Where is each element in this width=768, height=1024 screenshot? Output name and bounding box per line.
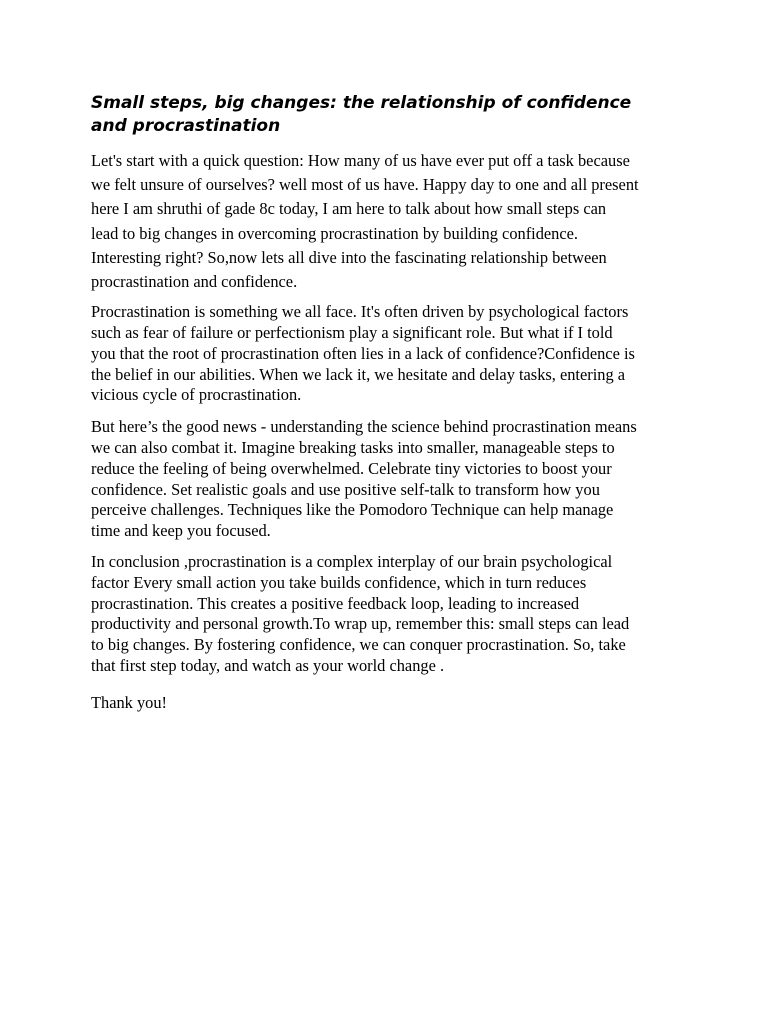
text-line: we felt unsure of ourselves? well most of us have. Happy day to one and all present (91, 175, 639, 195)
text-line: confidence. Set realistic goals and use positive self-talk to transform how you (91, 479, 600, 499)
text-line: Procrastination is something we all face. It's often driven by psychological factors (91, 302, 629, 322)
text-line: But here’s the good news - understanding the science behind procrastination means (91, 417, 637, 437)
text-line: we can also combat it. Imagine breaking tasks into smaller, manageable steps to (91, 438, 615, 457)
document-title (91, 92, 691, 138)
document-page (91, 92, 691, 714)
text-line: to big changes. By fostering confidence, we can conquer procrastination. So, take (91, 635, 626, 655)
text-line: that first step today, and watch as your world change . (91, 655, 445, 675)
text-line: perceive challenges. Techniques like the Pomodoro Technique can help manage (91, 500, 614, 520)
text-line: such as fear of failure or perfectionism play a significant role. But what if I told (91, 323, 613, 343)
text-line: In conclusion ,procrastination is a complex interplay of our brain psychological (91, 551, 613, 571)
text-line: Thank you! (91, 692, 168, 712)
paragraph-thank-you (91, 693, 691, 714)
title-line: and procrastination (91, 116, 281, 136)
text-line: vicious cycle of procrastination. (91, 385, 302, 405)
text-line: time and keep you focused. (91, 521, 271, 541)
text-line: reduce the feeling of being overwhelmed. Celebrate tiny victories to boost your (91, 458, 612, 478)
text-line: procrastination and confidence. (91, 272, 298, 292)
text-line: Let's start with a quick question: How many of us have ever put off a task because (91, 151, 630, 170)
text-line: here I am shruthi of gade 8c today, I am here to talk about how small steps can (91, 199, 607, 219)
text-line: procrastination. This creates a positive feedback loop, leading to increased (91, 593, 580, 613)
text-line: factor Every small action you take builds confidence, which in turn reduces (91, 572, 587, 592)
title-line: Small steps, big changes: the relationship of confidence (91, 93, 632, 113)
text-line: lead to big changes in overcoming procrastination by building confidence. (91, 223, 579, 243)
text-line: productivity and personal growth.To wrap up, remember this: small steps can lead (91, 614, 630, 634)
paragraph-intro (91, 149, 691, 294)
paragraph-conclusion (91, 552, 691, 677)
text-line: you that the root of procrastination often lies in a lack of confidence?Confidence is (91, 343, 635, 363)
text-line: the belief in our abilities. When we lack it, we hesitate and delay tasks, entering a (91, 364, 626, 384)
paragraph-procrastination (91, 302, 691, 406)
paragraph-good-news (91, 417, 691, 542)
text-line: Interesting right? So,now lets all dive into the fascinating relationship between (91, 247, 607, 267)
